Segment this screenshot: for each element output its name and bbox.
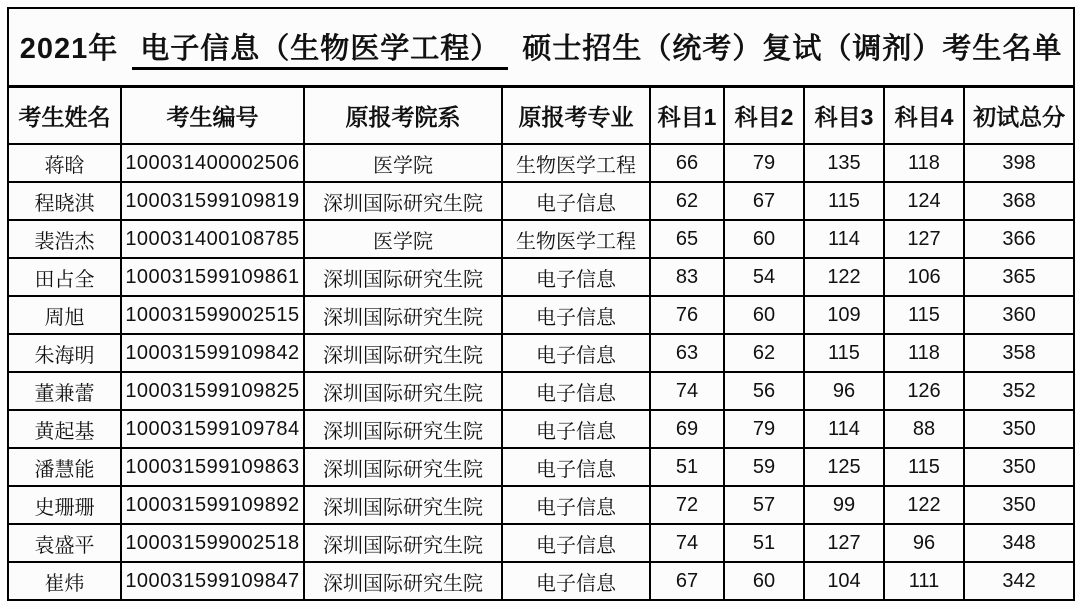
table-row — [8, 524, 1074, 562]
original-major-cell: 电子信息 — [502, 334, 650, 372]
subject-1-cell: 72 — [650, 486, 724, 524]
candidate-id-cell: 100031400108785 — [121, 220, 304, 258]
candidate-name-cell: 袁盛平 — [8, 524, 121, 562]
subject-2-cell: 57 — [724, 486, 804, 524]
subject-3-cell: 115 — [804, 334, 884, 372]
header-candidate-id: 考生编号 — [121, 86, 304, 144]
subject-3-cell: 135 — [804, 144, 884, 182]
header-original-major: 原报考专业 — [502, 86, 650, 144]
total-score-cell: 350 — [964, 448, 1074, 486]
candidate-id-cell: 100031599109842 — [121, 334, 304, 372]
candidate-id-cell: 100031599109784 — [121, 410, 304, 448]
subject-3-cell: 96 — [804, 372, 884, 410]
original-dept-cell: 深圳国际研究生院 — [304, 182, 502, 220]
total-score-cell: 365 — [964, 258, 1074, 296]
candidate-id-cell: 100031599109825 — [121, 372, 304, 410]
candidate-name-cell: 田占全 — [8, 258, 121, 296]
title-year: 2021年 — [19, 33, 119, 66]
table-row — [8, 372, 1074, 410]
header-subject-3: 科目3 — [804, 86, 884, 144]
original-dept-cell: 深圳国际研究生院 — [304, 486, 502, 524]
original-major-cell: 生物医学工程 — [502, 220, 650, 258]
subject-2-cell: 79 — [724, 144, 804, 182]
subject-3-cell: 99 — [804, 486, 884, 524]
header-original-dept: 原报考院系 — [304, 86, 502, 144]
original-major-cell: 电子信息 — [502, 258, 650, 296]
table-row — [8, 258, 1074, 296]
candidate-name-cell: 崔炜 — [8, 562, 121, 600]
original-major-cell: 电子信息 — [502, 182, 650, 220]
candidate-name-cell: 潘慧能 — [8, 448, 121, 486]
table-header-row — [8, 86, 1074, 144]
total-score-cell: 398 — [964, 144, 1074, 182]
candidate-roster-table — [7, 7, 1075, 601]
table-row — [8, 410, 1074, 448]
original-dept-cell: 医学院 — [304, 144, 502, 182]
candidate-name-cell: 董兼蕾 — [8, 372, 121, 410]
subject-1-cell: 65 — [650, 220, 724, 258]
subject-1-cell: 74 — [650, 372, 724, 410]
subject-2-cell: 67 — [724, 182, 804, 220]
subject-1-cell: 62 — [650, 182, 724, 220]
candidate-id-cell: 100031599109847 — [121, 562, 304, 600]
subject-4-cell: 96 — [884, 524, 964, 562]
subject-1-cell: 76 — [650, 296, 724, 334]
original-major-cell: 电子信息 — [502, 448, 650, 486]
original-major-cell: 电子信息 — [502, 486, 650, 524]
subject-3-cell: 104 — [804, 562, 884, 600]
subject-3-cell: 115 — [804, 182, 884, 220]
subject-2-cell: 60 — [724, 296, 804, 334]
candidate-name-cell: 周旭 — [8, 296, 121, 334]
subject-1-cell: 74 — [650, 524, 724, 562]
title-suffix: 硕士招生（统考）复试（调剂）考生名单 — [522, 33, 1063, 66]
table-row — [8, 144, 1074, 182]
subject-1-cell: 66 — [650, 144, 724, 182]
candidate-id-cell: 100031400002506 — [121, 144, 304, 182]
header-subject-1: 科目1 — [650, 86, 724, 144]
subject-4-cell: 111 — [884, 562, 964, 600]
table-row — [8, 296, 1074, 334]
total-score-cell: 342 — [964, 562, 1074, 600]
original-dept-cell: 深圳国际研究生院 — [304, 258, 502, 296]
subject-4-cell: 115 — [884, 448, 964, 486]
original-dept-cell: 深圳国际研究生院 — [304, 296, 502, 334]
subject-3-cell: 114 — [804, 220, 884, 258]
table-row — [8, 448, 1074, 486]
candidate-name-cell: 史珊珊 — [8, 486, 121, 524]
subject-3-cell: 109 — [804, 296, 884, 334]
total-score-cell: 350 — [964, 410, 1074, 448]
candidate-name-cell: 裴浩杰 — [8, 220, 121, 258]
subject-2-cell: 60 — [724, 562, 804, 600]
total-score-cell: 348 — [964, 524, 1074, 562]
header-subject-2: 科目2 — [724, 86, 804, 144]
total-score-cell: 360 — [964, 296, 1074, 334]
total-score-cell: 350 — [964, 486, 1074, 524]
subject-1-cell: 63 — [650, 334, 724, 372]
header-total-score: 初试总分 — [964, 86, 1074, 144]
table-row — [8, 182, 1074, 220]
subject-1-cell: 83 — [650, 258, 724, 296]
subject-3-cell: 122 — [804, 258, 884, 296]
candidate-id-cell: 100031599109892 — [121, 486, 304, 524]
subject-2-cell: 54 — [724, 258, 804, 296]
candidate-name-cell: 朱海明 — [8, 334, 121, 372]
candidate-id-cell: 100031599002515 — [121, 296, 304, 334]
total-score-cell: 352 — [964, 372, 1074, 410]
original-dept-cell: 深圳国际研究生院 — [304, 372, 502, 410]
original-major-cell: 电子信息 — [502, 524, 650, 562]
original-dept-cell: 深圳国际研究生院 — [304, 448, 502, 486]
original-major-cell: 电子信息 — [502, 372, 650, 410]
header-subject-4: 科目4 — [884, 86, 964, 144]
original-dept-cell: 医学院 — [304, 220, 502, 258]
candidate-name-cell: 蒋晗 — [8, 144, 121, 182]
original-major-cell: 电子信息 — [502, 296, 650, 334]
subject-2-cell: 59 — [724, 448, 804, 486]
original-major-cell: 电子信息 — [502, 562, 650, 600]
candidate-name-cell: 黄起基 — [8, 410, 121, 448]
title-program-underlined: 电子信息（生物医学工程） — [132, 33, 508, 70]
subject-2-cell: 56 — [724, 372, 804, 410]
original-major-cell: 电子信息 — [502, 410, 650, 448]
subject-4-cell: 118 — [884, 334, 964, 372]
candidate-id-cell: 100031599002518 — [121, 524, 304, 562]
subject-1-cell: 69 — [650, 410, 724, 448]
original-dept-cell: 深圳国际研究生院 — [304, 334, 502, 372]
candidate-id-cell: 100031599109861 — [121, 258, 304, 296]
total-score-cell: 366 — [964, 220, 1074, 258]
original-major-cell: 生物医学工程 — [502, 144, 650, 182]
subject-1-cell: 67 — [650, 562, 724, 600]
subject-2-cell: 62 — [724, 334, 804, 372]
table-row — [8, 562, 1074, 600]
header-candidate-name: 考生姓名 — [8, 86, 121, 144]
page-title — [8, 8, 1074, 86]
total-score-cell: 368 — [964, 182, 1074, 220]
subject-4-cell: 122 — [884, 486, 964, 524]
subject-2-cell: 51 — [724, 524, 804, 562]
subject-4-cell: 126 — [884, 372, 964, 410]
subject-4-cell: 118 — [884, 144, 964, 182]
subject-4-cell: 106 — [884, 258, 964, 296]
subject-3-cell: 114 — [804, 410, 884, 448]
subject-1-cell: 51 — [650, 448, 724, 486]
table-row — [8, 220, 1074, 258]
subject-4-cell: 115 — [884, 296, 964, 334]
subject-4-cell: 124 — [884, 182, 964, 220]
original-dept-cell: 深圳国际研究生院 — [304, 524, 502, 562]
subject-2-cell: 60 — [724, 220, 804, 258]
total-score-cell: 358 — [964, 334, 1074, 372]
candidate-id-cell: 100031599109819 — [121, 182, 304, 220]
subject-3-cell: 125 — [804, 448, 884, 486]
candidate-name-cell: 程晓淇 — [8, 182, 121, 220]
subject-4-cell: 127 — [884, 220, 964, 258]
title-row — [8, 8, 1074, 86]
subject-4-cell: 88 — [884, 410, 964, 448]
candidate-id-cell: 100031599109863 — [121, 448, 304, 486]
original-dept-cell: 深圳国际研究生院 — [304, 410, 502, 448]
original-dept-cell: 深圳国际研究生院 — [304, 562, 502, 600]
subject-3-cell: 127 — [804, 524, 884, 562]
table-row — [8, 334, 1074, 372]
table-row — [8, 486, 1074, 524]
subject-2-cell: 79 — [724, 410, 804, 448]
